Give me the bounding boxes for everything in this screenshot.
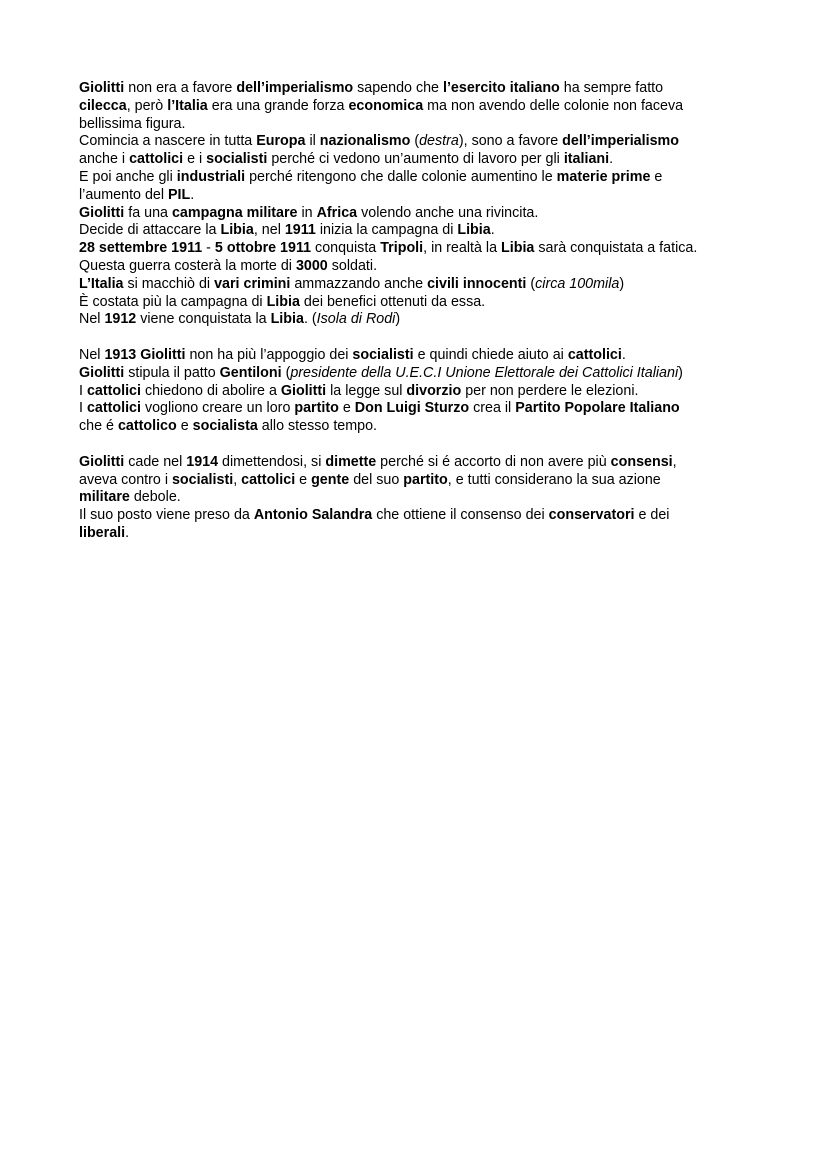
bold-text: Libia bbox=[457, 222, 491, 239]
text-line bbox=[79, 400, 769, 418]
bold-text: Africa bbox=[316, 204, 358, 221]
text-run: , bbox=[233, 471, 242, 488]
bold-text: partito bbox=[403, 471, 448, 488]
text-run: , in realtà la bbox=[423, 240, 502, 257]
bold-text: socialisti bbox=[352, 346, 414, 363]
text-run: non era a favore bbox=[124, 80, 237, 96]
bold-text: materie prime bbox=[556, 168, 651, 185]
text-run: ) bbox=[395, 311, 401, 328]
text-run: il bbox=[305, 133, 320, 150]
text-run: I bbox=[79, 382, 87, 399]
text-run: vogliono creare un loro bbox=[140, 400, 295, 417]
text-run: era una grande forza bbox=[207, 97, 349, 114]
bold-text: cattolici bbox=[129, 151, 184, 168]
italic-text: Isola di Rodi bbox=[316, 311, 396, 328]
text-run: perché si é accorto di non avere più bbox=[376, 453, 611, 470]
text-line bbox=[79, 525, 769, 543]
bold-text: vari crimini bbox=[214, 275, 291, 292]
bold-text: 3000 bbox=[295, 257, 328, 274]
text-run: e bbox=[650, 168, 663, 185]
text-line bbox=[79, 294, 769, 312]
text-run: conquista bbox=[311, 240, 381, 257]
bold-text: 1911 bbox=[284, 222, 316, 239]
text-run: Il suo posto viene preso da bbox=[79, 507, 254, 524]
text-run: crea il bbox=[469, 400, 516, 417]
text-run: E poi anche gli bbox=[79, 168, 177, 185]
text-run: chiedono di abolire a bbox=[140, 382, 281, 399]
text-run: viene conquistata la bbox=[136, 311, 271, 328]
bold-text: consensi bbox=[610, 453, 673, 470]
bold-text: dimette bbox=[325, 453, 377, 470]
bold-text: Libia bbox=[501, 240, 535, 257]
text-line bbox=[79, 240, 769, 258]
text-run: allo stesso tempo. bbox=[257, 418, 378, 435]
bold-text: cilecca bbox=[79, 97, 127, 114]
bold-text: Libia bbox=[220, 222, 254, 239]
bold-text: Libia bbox=[266, 293, 300, 310]
text-run: stipula il patto bbox=[124, 364, 220, 381]
bold-text: dell’imperialismo bbox=[236, 80, 354, 96]
bold-text: Giolitti bbox=[280, 382, 327, 399]
bold-text: l’esercito italiano bbox=[442, 80, 560, 96]
text-run: . ( bbox=[303, 311, 317, 328]
text-run: È costata più la campagna di bbox=[79, 293, 267, 310]
text-run: che é bbox=[79, 418, 118, 435]
text-run: e bbox=[176, 418, 193, 435]
text-run: per non perdere le elezioni. bbox=[461, 382, 639, 399]
text-run: ) bbox=[678, 364, 683, 381]
text-run: debole. bbox=[129, 489, 181, 506]
text-line bbox=[79, 418, 769, 436]
bold-text: l’Italia bbox=[167, 97, 208, 114]
text-run: del suo bbox=[349, 471, 404, 488]
text-run: bellissima figura. bbox=[79, 115, 186, 132]
bold-text: Giolitti bbox=[79, 80, 125, 96]
bold-text: L’Italia bbox=[79, 275, 124, 292]
text-run: anche i bbox=[79, 151, 130, 168]
bold-text: civili innocenti bbox=[427, 275, 527, 292]
text-run: perché ritengono che dalle colonie aumentino le bbox=[245, 168, 557, 185]
text-line bbox=[79, 169, 769, 187]
bold-text: cattolici bbox=[241, 471, 296, 488]
text-run: e quindi chiede aiuto ai bbox=[413, 346, 568, 363]
text-run: ), sono a favore bbox=[458, 133, 563, 150]
bold-text: Giolitti bbox=[79, 204, 125, 221]
text-line bbox=[79, 454, 769, 472]
bold-text: 1913 Giolitti bbox=[104, 346, 186, 363]
text-run: . bbox=[190, 186, 195, 203]
italic-text: circa 100mila bbox=[535, 275, 620, 292]
bold-text: Libia bbox=[270, 311, 304, 328]
text-run: e bbox=[338, 400, 355, 417]
text-run: Nel bbox=[79, 311, 105, 328]
text-run: ma non avendo delle colonie non faceva bbox=[423, 97, 684, 114]
text-line bbox=[79, 187, 769, 205]
text-run: . bbox=[621, 346, 626, 363]
text-run: , e tutti considerano la sua azione bbox=[447, 471, 661, 488]
bold-text: socialista bbox=[192, 418, 258, 435]
text-line bbox=[79, 222, 769, 240]
bold-text: 1912 bbox=[104, 311, 137, 328]
text-run: ha sempre fatto bbox=[559, 80, 664, 96]
text-run: dei benefici ottenuti da essa. bbox=[299, 293, 486, 310]
bold-text: militare bbox=[79, 489, 130, 506]
bold-text: socialisti bbox=[171, 471, 234, 488]
text-line bbox=[79, 472, 769, 490]
text-run: ( bbox=[526, 275, 536, 292]
paragraph bbox=[79, 80, 769, 329]
bold-text: 1914 bbox=[186, 453, 219, 470]
bold-text: Partito Popolare Italiano bbox=[515, 400, 680, 417]
bold-text: Giolitti bbox=[79, 453, 125, 470]
text-run: Nel bbox=[79, 346, 105, 363]
text-run: ) bbox=[619, 275, 625, 292]
bold-text: Gentiloni bbox=[219, 364, 282, 381]
text-run: sapendo che bbox=[353, 80, 443, 96]
text-run: l’aumento del bbox=[79, 186, 169, 203]
text-run: inizia la campagna di bbox=[315, 222, 458, 239]
document-body bbox=[79, 80, 769, 543]
text-run: e i bbox=[183, 151, 207, 168]
paragraph bbox=[79, 347, 769, 436]
bold-text: socialisti bbox=[206, 151, 268, 168]
bold-text: divorzio bbox=[406, 382, 462, 399]
text-run: , bbox=[672, 453, 677, 470]
bold-text: cattolico bbox=[117, 418, 177, 435]
text-run: e bbox=[295, 471, 312, 488]
text-run: soldati. bbox=[327, 257, 378, 274]
text-run: . bbox=[125, 524, 130, 541]
bold-text: Don Luigi Sturzo bbox=[354, 400, 470, 417]
text-run: , nel bbox=[253, 222, 285, 239]
bold-text: Tripoli bbox=[380, 240, 424, 257]
bold-text: economica bbox=[348, 97, 424, 114]
text-line bbox=[79, 80, 769, 98]
bold-text: cattolici bbox=[86, 400, 141, 417]
text-run: cade nel bbox=[124, 453, 187, 470]
text-run: si macchiò di bbox=[123, 275, 215, 292]
text-line bbox=[79, 151, 769, 169]
bold-text: dell’imperialismo bbox=[562, 133, 679, 150]
text-line bbox=[79, 133, 769, 151]
text-run: I bbox=[79, 400, 87, 417]
bold-text: cattolici bbox=[567, 346, 622, 363]
text-run: . bbox=[609, 151, 614, 168]
text-run: in bbox=[297, 204, 317, 221]
italic-text: presidente della U.E.C.I Unione Elettorale dei Cattolici Italiani bbox=[290, 364, 679, 381]
text-run: Comincia a nascere in tutta bbox=[79, 133, 257, 150]
bold-text: PIL bbox=[168, 186, 191, 203]
text-run: non ha più l’appoggio dei bbox=[185, 346, 353, 363]
text-run: aveva contro i bbox=[79, 471, 172, 488]
bold-text: 28 settembre 1911 bbox=[79, 240, 203, 257]
bold-text: industriali bbox=[176, 168, 246, 185]
text-run: Decide di attaccare la bbox=[79, 222, 221, 239]
bold-text: Antonio Salandra bbox=[253, 507, 373, 524]
text-run: ( bbox=[410, 133, 420, 150]
text-run: dimettendosi, si bbox=[218, 453, 326, 470]
bold-text: partito bbox=[294, 400, 339, 417]
text-run: , però bbox=[126, 97, 168, 114]
text-line bbox=[79, 489, 769, 507]
text-line bbox=[79, 347, 769, 365]
text-line bbox=[79, 311, 769, 329]
text-run: fa una bbox=[124, 204, 172, 221]
bold-text: 5 ottobre 1911 bbox=[214, 240, 312, 257]
text-run: ammazzando anche bbox=[290, 275, 428, 292]
text-line bbox=[79, 258, 769, 276]
text-run: volendo anche una rivincita. bbox=[357, 204, 539, 221]
bold-text: nazionalismo bbox=[319, 133, 411, 150]
text-line bbox=[79, 507, 769, 525]
italic-text: destra bbox=[419, 133, 459, 150]
text-run: e dei bbox=[634, 507, 670, 524]
paragraph bbox=[79, 454, 769, 543]
text-run: - bbox=[202, 240, 215, 257]
bold-text: Europa bbox=[256, 133, 306, 150]
text-run: la legge sul bbox=[326, 382, 407, 399]
text-run: ( bbox=[281, 364, 291, 381]
bold-text: Giolitti bbox=[79, 364, 125, 381]
text-line bbox=[79, 98, 769, 116]
bold-text: conservatori bbox=[548, 507, 635, 524]
text-line bbox=[79, 365, 769, 383]
text-run: . bbox=[490, 222, 495, 239]
text-line bbox=[79, 383, 769, 401]
bold-text: liberali bbox=[79, 524, 126, 541]
bold-text: italiani bbox=[563, 151, 610, 168]
text-run: perché ci vedono un’aumento di lavoro per gli bbox=[267, 151, 564, 168]
bold-text: campagna militare bbox=[171, 204, 298, 221]
text-line bbox=[79, 116, 769, 134]
text-line bbox=[79, 205, 769, 223]
bold-text: gente bbox=[311, 471, 350, 488]
text-line bbox=[79, 276, 769, 294]
text-run: che ottiene il consenso dei bbox=[372, 507, 549, 524]
text-run: Questa guerra costerà la morte di bbox=[79, 257, 296, 274]
bold-text: cattolici bbox=[86, 382, 141, 399]
text-run: sarà conquistata a fatica. bbox=[534, 240, 698, 257]
